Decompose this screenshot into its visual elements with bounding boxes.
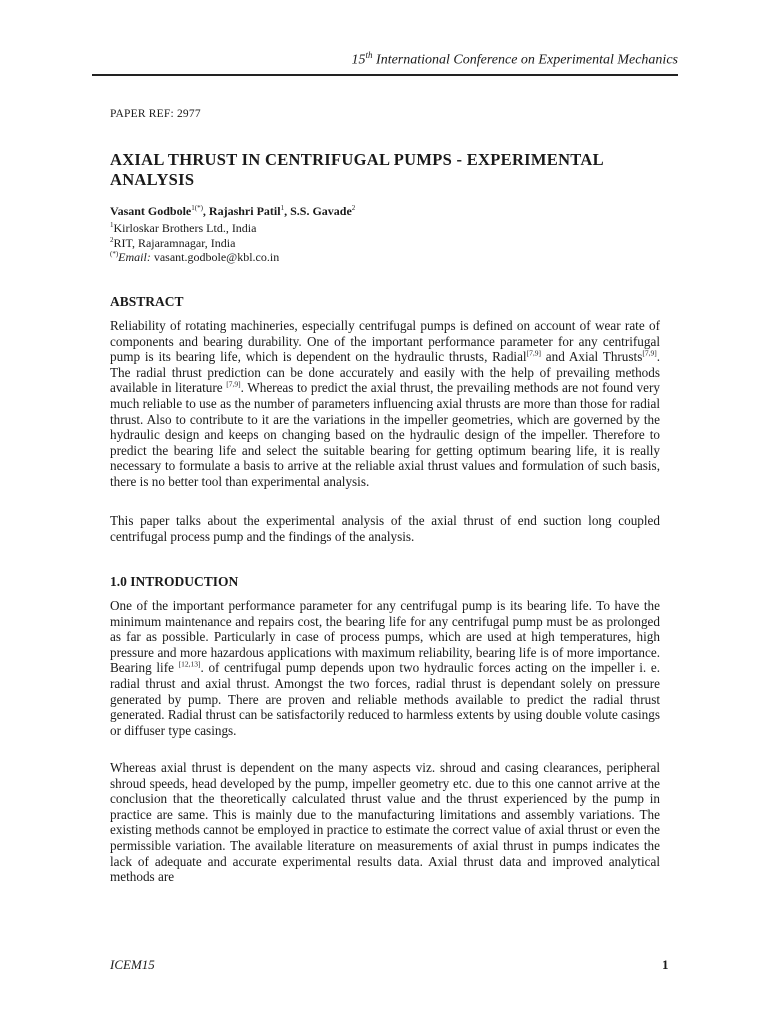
abstract-text-3: . The radial thrust prediction can be done accurately and easily with the help of prevailing methods available in literature — [110, 349, 660, 396]
intro-text-2: . of centrifugal pump depends upon two hydraulic forces acting on the impeller i. e. radial thrust and axial thrust. Amongst the two forces, radial thrust is dependant solely on pressure generated by pump. There are proven and reliable methods available to predict the radial thrust generated. Radial thrust can be satisfactorily reduced to harmless extents by using double volute casings or diffuser type casings. — [110, 660, 660, 738]
introduction-paragraph-2: Whereas axial thrust is dependent on the many aspects viz. shroud and casing clearances, peripheral shroud speeds, head developed by the pump, impeller geometry etc. due to this one cannot arrive at the conclusion that the theoretically calculated thrust value and the thrust experienced by the pump in practice are same. This is mainly due to the manufacturing limitations and assembly variations. The existing methods cannot be employed in practice to estimate the correct value of axial thrust or even the permissible variation. The available literature on measurements of axial thrust in pumps indicates the lack of adequate and accurate experimental results data. Axial thrust data and improved analytical methods are — [110, 760, 660, 885]
introduction-heading: 1.0 INTRODUCTION — [110, 574, 239, 589]
paper-title: AXIAL THRUST IN CENTRIFUGAL PUMPS - EXPERIMENTAL ANALYSIS — [110, 150, 603, 189]
author-1: Vasant Godbole — [110, 204, 192, 218]
affiliation-2 — [110, 236, 235, 251]
abstract-heading: ABSTRACT — [110, 294, 184, 309]
page-number: 1 — [662, 957, 669, 972]
citation: [7,9] — [526, 348, 541, 358]
author-3: , S.S. Gavade — [284, 204, 352, 218]
intro-text-1: One of the important performance parameter for any centrifugal pump is its bearing life. To have the minimum maintenance and repairs cost, the bearing life for any centrifugal pump must be as prolonged as far as possible. Particularly in case of process pumps, which are used at high temperatures, high pressure and more hazardous applications with maximum reliability, bearing life is of more importance. Bearing life — [110, 598, 660, 676]
author-2: , Rajashri Patil — [202, 204, 281, 218]
abstract-paragraph-1 — [110, 318, 660, 490]
author-list — [110, 204, 355, 219]
affiliation-2-sup: 2 — [110, 236, 114, 244]
abstract-text-2: and Axial Thrusts — [540, 349, 643, 365]
affiliation-1-text: Kirloskar Brothers Ltd., India — [113, 221, 257, 235]
paper-ref: PAPER REF: 2977 — [110, 108, 201, 120]
citation: [7,9] — [642, 348, 657, 358]
email-sup: (*) — [110, 250, 119, 258]
conference-title — [352, 50, 678, 69]
introduction-paragraph-1 — [110, 598, 660, 738]
conference-name: International Conference on Experimental Mechanics — [372, 52, 678, 68]
email-label: Email: — [118, 250, 151, 264]
affiliation-2-text: RIT, Rajaramnagar, India — [113, 236, 236, 250]
citation: [12,13] — [178, 659, 201, 669]
affiliation-1-sup: 1 — [110, 221, 114, 229]
email-address: vasant.godbole@kbl.co.in — [150, 250, 280, 264]
affiliation-1 — [110, 221, 256, 236]
conference-number-suffix: th — [365, 50, 373, 60]
conference-number: 15 — [351, 52, 366, 68]
abstract-text-4: . Whereas to predict the axial thrust, the prevailing methods are not found very much reliable to use as the number of parameters influencing axial thrusts are more than those for radial thrust. Also to contribute to it are the variations in the impeller geometries, which are governed by the hydraulic design and keeps on changing based on the hydraulic design of the impeller. Therefore to predict the bearing life and select the suitable bearing for getting optimum bearing life, it is really necessary to formulate a basis to arrive at the reliable axial thrust values and formulation of such basis, there is no better tool than experimental analysis. — [110, 380, 660, 489]
footer-conference: ICEM15 — [110, 957, 155, 972]
citation: [7,9] — [226, 379, 241, 389]
author-2-sup: 1 — [280, 204, 285, 212]
running-header — [92, 48, 678, 76]
abstract-paragraph-2: This paper talks about the experimental analysis of the axial thrust of end suction long coupled centrifugal process pump and the findings of the analysis. — [110, 513, 660, 544]
abstract-text-1: Reliability of rotating machineries, especially centrifugal pumps is defined on account of wear rate of components and bearing durability. One of the important performance parameter for any centrifugal pump is its bearing life, which is dependent on the hydraulic thrusts, Radial — [110, 318, 660, 365]
author-3-sup: 2 — [351, 204, 356, 212]
contact-email — [110, 250, 279, 265]
author-1-sup: 1(*) — [191, 204, 203, 212]
